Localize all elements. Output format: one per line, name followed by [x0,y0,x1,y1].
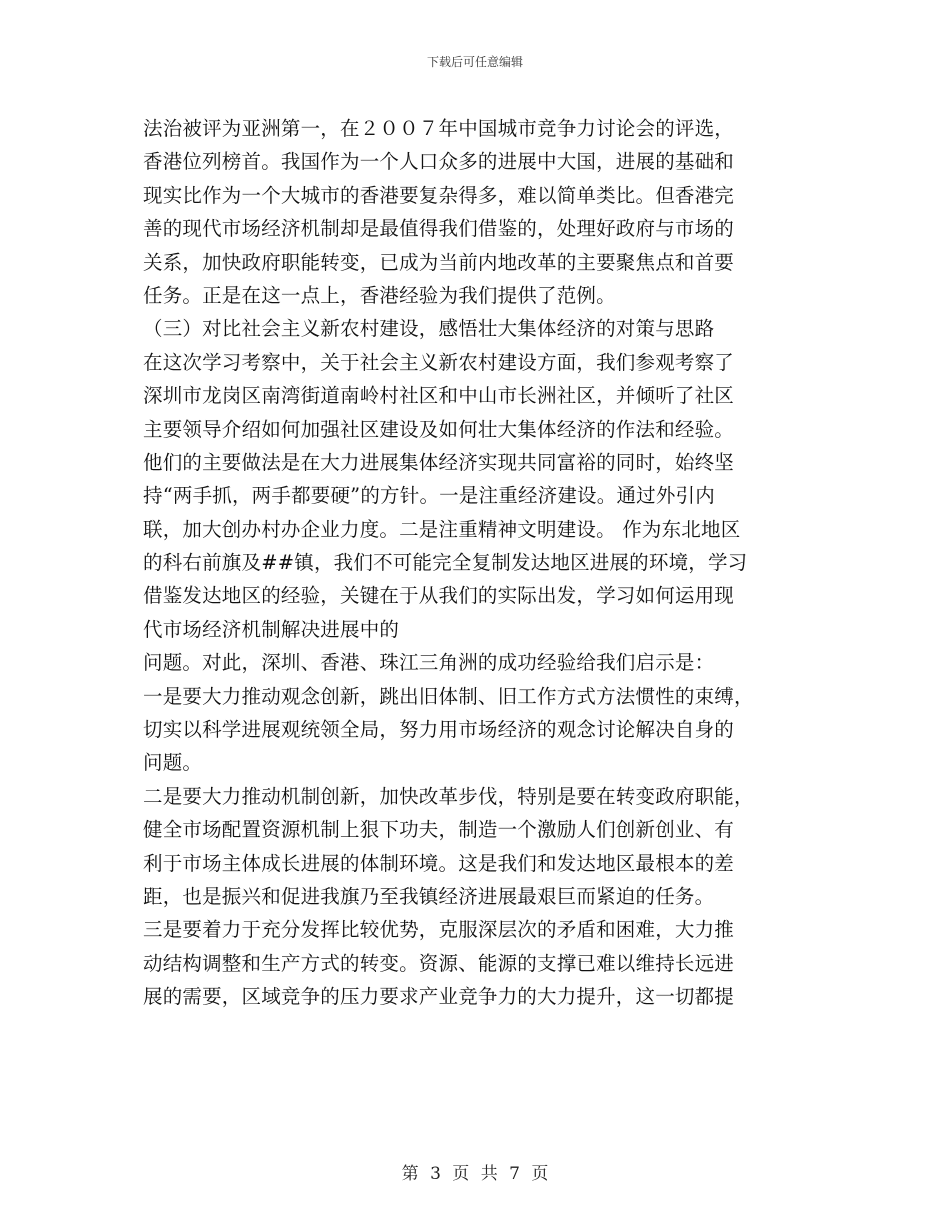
text-line: 切实以科学进展观统领全局，努力用市场经济的观念讨论解决自身的 [143,718,735,742]
page-header: 下载后可任意编辑 [426,55,523,69]
text-line: 一是要大力推动观念创新，跳出旧体制、旧工作方式方法惯性的束缚， [143,684,754,708]
text-line: 他们的主要做法是在大力进展集体经济实现共同富裕的同时，始终坚 [143,450,735,474]
text-line: 问题。对此，深圳、香港、珠江三角洲的成功经验给我们启示是： [143,651,715,675]
text-line: 现实比作为一个大城市的香港要复杂得多，难以简单类比。但香港完 [143,183,735,207]
text-line: 的科右前旗及##镇，我们不可能完全复制发达地区进展的环境，学习 [143,551,748,575]
text-line: 问题。 [143,751,203,775]
text-line: 三是要着力于充分发挥比较优势，克服深层次的矛盾和困难，大力推 [143,918,735,942]
body-text [143,112,823,1014]
text-line: 善的现代市场经济机制却是最值得我们借鉴的，处理好政府与市场的 [143,217,735,241]
text-line: 任务。正是在这一点上，香港经验为我们提供了范例。 [143,283,616,307]
text-line: 主要领导介绍如何加强社区建设及如何壮大集体经济的作法和经验。 [143,417,735,441]
text-line: 联，加大创办村办企业力度。二是注重精神文明建设。 作为东北地区 [143,517,741,541]
text-line: 展的需要，区域竞争的压力要求产业竞争力的大力提升，这一切都提 [143,985,735,1009]
text-line: 法治被评为亚洲第一，在２００７年中国城市竞争力讨论会的评选， [143,117,735,140]
text-line: 借鉴发达地区的经验，关键在于从我们的实际出发，学习如何运用现 [143,584,735,608]
text-line: 香港位列榜首。我国作为一个人口众多的进展中大国，进展的基础和 [143,150,735,174]
text-line: 持“两手抓，两手都要硬”的方针。一是注重经济建设。通过外引内 [143,484,715,508]
text-line: 代市场经济机制解决进展中的 [143,617,400,641]
text-line: 深圳市龙岗区南湾街道南岭村社区和中山市长洲社区，并倾听了社区 [143,384,735,408]
text-line: 在这次学习考察中，关于社会主义新农村建设方面，我们参观考察了 [143,350,735,374]
text-line: 二是要大力推动机制创新，加快改革步伐，特别是要在转变政府职能， [143,784,754,808]
text-line: 距，也是振兴和促进我旗乃至我镇经济进展最艰巨而紧迫的任务。 [143,884,715,908]
text-line: 利于市场主体成长进展的体制环境。这是我们和发达地区最根本的差 [143,851,735,875]
page-number: 第 3 页 共 7 页 [401,1164,549,1184]
section-heading: （三）对比社会主义新农村建设，感悟壮大集体经济的对策与思路 [143,317,715,341]
text-line: 健全市场配置资源机制上狠下功夫，制造一个激励人们创新创业、有 [143,818,735,842]
text-line: 关系，加快政府职能转变，已成为当前内地改革的主要聚焦点和首要 [143,250,735,274]
text-line: 动结构调整和生产方式的转变。资源、能源的支撑已难以维持长远进 [143,951,735,975]
